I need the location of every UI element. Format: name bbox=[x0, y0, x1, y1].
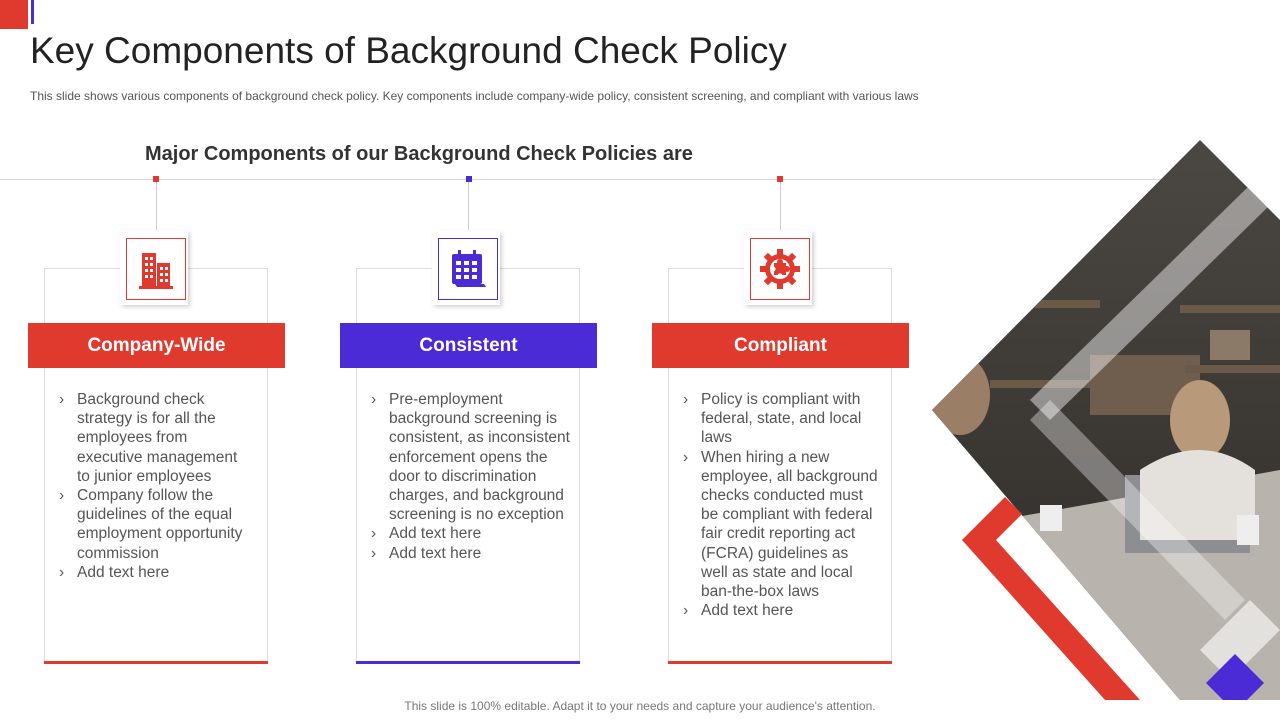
page-title: Key Components of Background Check Policy bbox=[30, 30, 787, 71]
connector-line bbox=[468, 182, 469, 230]
icon-box bbox=[120, 231, 188, 305]
meeting-photo bbox=[932, 140, 1280, 700]
connector-line bbox=[156, 182, 157, 230]
list-item: › Pre-employment background screening is consistent, as inconsistent enforcement opens the door to discrimination charges, and background screening is no exception bbox=[371, 390, 571, 524]
list-item: › Add text here bbox=[59, 563, 254, 582]
connector-line bbox=[780, 182, 781, 230]
list-item: › Background check strategy is for all the employees from executive management to junior employees bbox=[59, 390, 254, 486]
puzzle-gear-icon bbox=[759, 248, 801, 290]
photo-graphic bbox=[932, 140, 1280, 700]
card-bottom-bar bbox=[668, 661, 892, 664]
bullet-list bbox=[683, 390, 878, 620]
bullet-list bbox=[59, 390, 254, 582]
connector-dot bbox=[466, 176, 472, 182]
list-item: › Add text here bbox=[371, 524, 571, 543]
icon-box bbox=[744, 231, 812, 305]
list-item: › When hiring a new employee, all background checks conducted must be compliant with federal fair credit reporting act (FCRA) guidelines as well as state and local ban-the-box laws bbox=[683, 448, 878, 602]
corner-accent-blue bbox=[31, 0, 34, 24]
card-title-company-wide: Company-Wide bbox=[28, 323, 285, 368]
list-item: › Add text here bbox=[371, 544, 571, 563]
card-title-compliant: Compliant bbox=[652, 323, 909, 368]
footer-note: This slide is 100% editable. Adapt it to your needs and capture your audience's attention. bbox=[404, 699, 876, 713]
building-icon bbox=[139, 249, 173, 289]
card-bottom-bar bbox=[44, 661, 268, 664]
card-title-consistent: Consistent bbox=[340, 323, 597, 368]
list-item: › Policy is compliant with federal, state, and local laws bbox=[683, 390, 878, 448]
card-bottom-bar bbox=[356, 661, 580, 664]
page-subtitle: This slide shows various components of background check policy. Key components include company-wide policy, consistent screening, and compliant with various laws bbox=[30, 89, 919, 103]
section-heading: Major Components of our Background Check Policies are bbox=[145, 143, 693, 165]
list-item: › Add text here bbox=[683, 601, 878, 620]
corner-accent-red bbox=[0, 0, 28, 29]
icon-box bbox=[432, 231, 500, 305]
list-item: › Company follow the guidelines of the equal employment opportunity commission bbox=[59, 486, 254, 563]
calendar-icon bbox=[449, 249, 487, 289]
bullet-list bbox=[371, 390, 571, 563]
